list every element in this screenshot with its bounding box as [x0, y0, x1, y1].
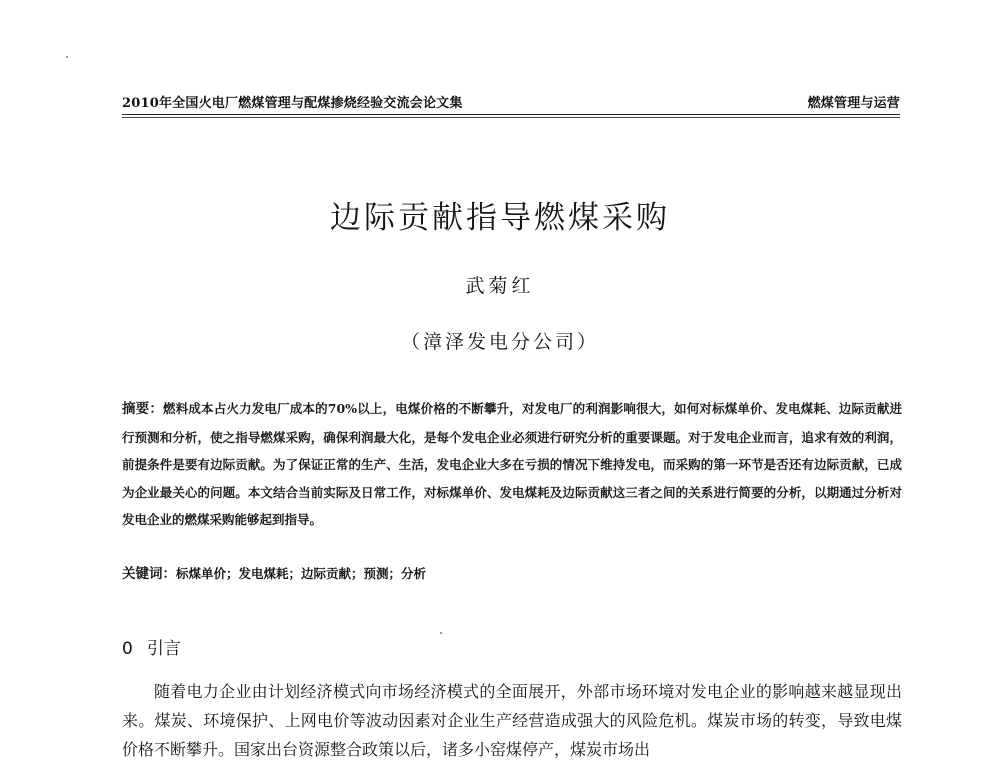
scan-speck [66, 56, 68, 58]
header-proceedings-title: 2010年全国火电厂燃煤管理与配煤掺烧经验交流会论文集 [122, 96, 463, 111]
author-affiliation: （漳泽发电分公司） [400, 331, 599, 353]
abstract [122, 395, 902, 534]
running-header [122, 92, 900, 114]
keywords [122, 562, 902, 586]
abstract-label: 摘要： [122, 401, 164, 417]
section-number: 0 [122, 639, 133, 659]
author-name: 武菊红 [465, 275, 535, 297]
abstract-text: 燃料成本占火力发电厂成本的70%以上，电煤价格的不断攀升，对发电厂的利润影响很大，如何对标煤单价、发电煤耗、边际贡献进行预测和分析，使之指导燃煤采购，确保利润最大化，是每个发电企业必须进行研究分析的重要课题。对于发电企业而言，追求有效的利润，前提条件是要有边际贡献。为了保证正常的生产、生活，发电企业大多在亏损的情况下维持发电，而采购的第一环节是否还有边际贡献，已成为企业最关心的问题。本文结合当前实际及日常工作，对标煤单价、发电煤耗及边际贡献这三者之间的关系进行简要的分析，以期通过分析对发电企业的燃煤采购能够起到指导。 [122, 401, 903, 527]
keywords-label: 关键词： [122, 566, 176, 582]
paper-title: 边际贡献指导燃煤采购 [330, 200, 670, 236]
section-title: 引言 [146, 639, 181, 659]
header-rule-thin [122, 117, 900, 118]
scan-speck [440, 632, 442, 634]
keywords-text: 标煤单价；发电煤耗；边际贡献；预测；分析 [176, 566, 427, 581]
header-rule [122, 114, 900, 115]
header-section-name: 燃煤管理与运营 [807, 96, 900, 111]
body-paragraph: 随着电力企业由计划经济模式向市场经济模式的全面展开，外部市场环境对发电企业的影响越来越显现出来。煤炭、环境保护、上网电价等波动因素对企业生产经营造成强大的风险危机。煤炭市场的转变，导致电煤价格不断攀升。国家出台资源整合政策以后，诸多小窑煤停产，煤炭市场出 [122, 682, 902, 759]
section-heading [122, 634, 181, 659]
